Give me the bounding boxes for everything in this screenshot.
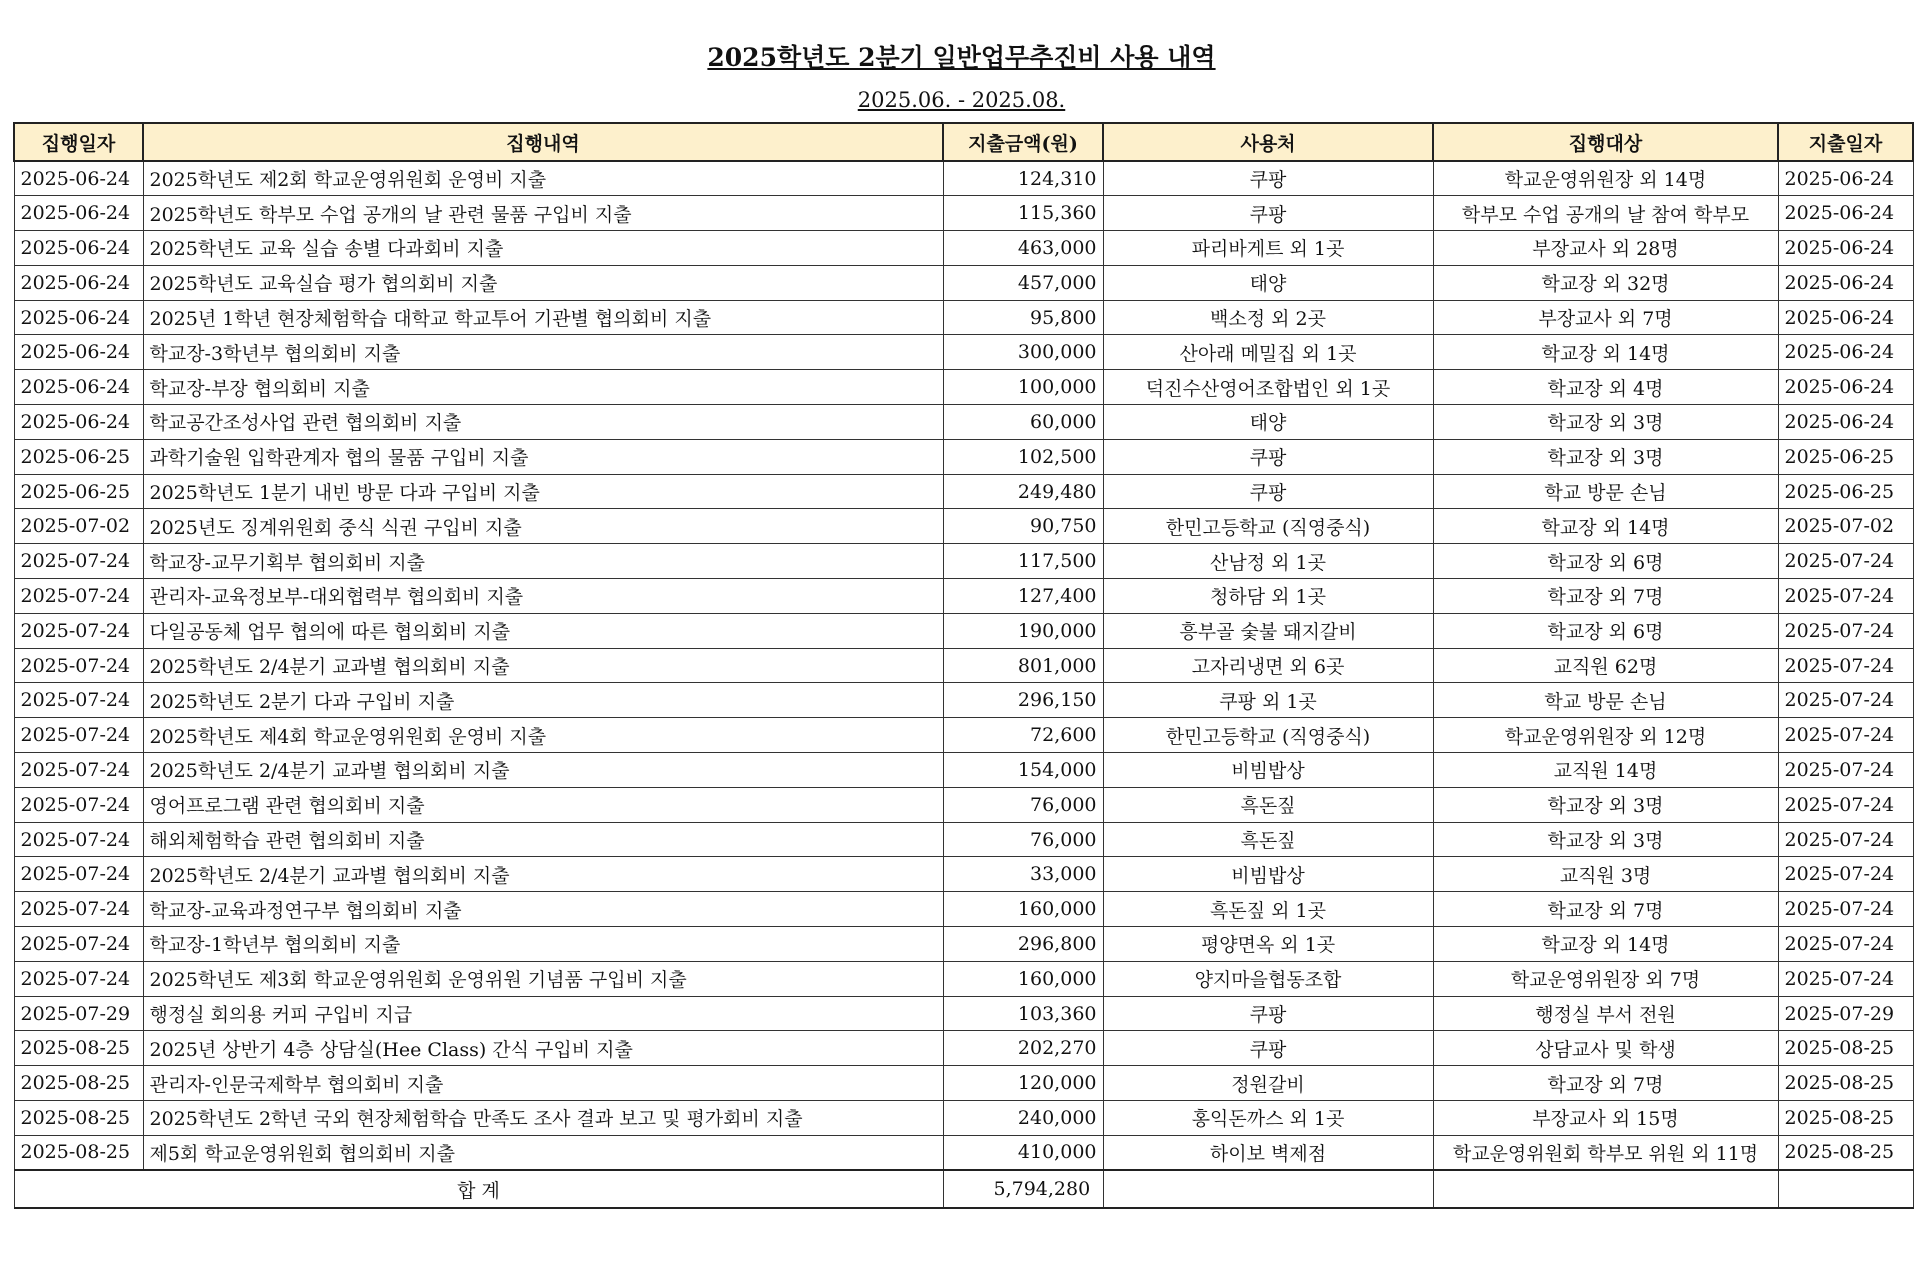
cell-amount: 60,000	[943, 405, 1103, 440]
cell-vendor: 쿠팡	[1103, 474, 1433, 509]
cell-pay-date: 2025-07-24	[1778, 822, 1913, 857]
cell-amount: 160,000	[943, 892, 1103, 927]
cell-amount: 202,270	[943, 1031, 1103, 1066]
table-row	[14, 544, 1913, 579]
cell-pay-date: 2025-07-24	[1778, 787, 1913, 822]
cell-pay-date: 2025-06-24	[1778, 335, 1913, 370]
table-row	[14, 927, 1913, 962]
cell-amount: 127,400	[943, 579, 1103, 614]
cell-vendor: 쿠팡	[1103, 1031, 1433, 1066]
cell-exec-date: 2025-06-24	[14, 335, 143, 370]
cell-description: 다일공동체 업무 협의에 따른 협의회비 지출	[143, 613, 943, 648]
cell-target: 학교운영위원장 외 12명	[1433, 718, 1778, 753]
cell-vendor: 태양	[1103, 265, 1433, 300]
cell-target: 교직원 62명	[1433, 648, 1778, 683]
table-row	[14, 335, 1913, 370]
cell-description: 2025학년도 2/4분기 교과별 협의회비 지출	[143, 648, 943, 683]
total-empty-cell	[1433, 1170, 1778, 1208]
cell-exec-date: 2025-06-25	[14, 474, 143, 509]
table-row	[14, 787, 1913, 822]
header-target: 집행대상	[1433, 123, 1778, 161]
cell-target: 학교장 외 7명	[1433, 1066, 1778, 1101]
cell-exec-date: 2025-06-24	[14, 300, 143, 335]
cell-target: 학교운영위원장 외 7명	[1433, 961, 1778, 996]
cell-pay-date: 2025-06-24	[1778, 300, 1913, 335]
cell-vendor: 흑돈짚 외 1곳	[1103, 892, 1433, 927]
cell-description: 2025학년도 학부모 수업 공개의 날 관련 물품 구입비 지출	[143, 196, 943, 231]
table-row	[14, 961, 1913, 996]
table-row	[14, 439, 1913, 474]
cell-description: 관리자-교육정보부-대외협력부 협의회비 지출	[143, 579, 943, 614]
cell-description: 학교장-교육과정연구부 협의회비 지출	[143, 892, 943, 927]
cell-vendor: 쿠팡 외 1곳	[1103, 683, 1433, 718]
cell-target: 학교장 외 14명	[1433, 927, 1778, 962]
cell-exec-date: 2025-06-24	[14, 161, 143, 196]
cell-pay-date: 2025-07-24	[1778, 857, 1913, 892]
cell-exec-date: 2025-08-25	[14, 1066, 143, 1101]
cell-target: 학교장 외 14명	[1433, 509, 1778, 544]
cell-description: 학교장-3학년부 협의회비 지출	[143, 335, 943, 370]
total-label: 합 계	[14, 1170, 943, 1208]
cell-target: 학교장 외 7명	[1433, 579, 1778, 614]
expense-table	[13, 122, 1914, 1209]
cell-exec-date: 2025-08-25	[14, 1135, 143, 1170]
cell-description: 2025학년도 교육실습 평가 협의회비 지출	[143, 265, 943, 300]
table-row	[14, 648, 1913, 683]
table-row	[14, 370, 1913, 405]
cell-description: 2025년 1학년 현장체험학습 대학교 학교투어 기관별 협의회비 지출	[143, 300, 943, 335]
cell-target: 학교장 외 3명	[1433, 439, 1778, 474]
table-row	[14, 1135, 1913, 1170]
cell-exec-date: 2025-07-24	[14, 718, 143, 753]
table-row	[14, 196, 1913, 231]
cell-amount: 33,000	[943, 857, 1103, 892]
cell-target: 학교장 외 3명	[1433, 787, 1778, 822]
cell-exec-date: 2025-07-02	[14, 509, 143, 544]
cell-amount: 124,310	[943, 161, 1103, 196]
cell-target: 상담교사 및 학생	[1433, 1031, 1778, 1066]
cell-description: 학교장-1학년부 협의회비 지출	[143, 927, 943, 962]
cell-amount: 115,360	[943, 196, 1103, 231]
cell-pay-date: 2025-06-24	[1778, 265, 1913, 300]
table-row	[14, 474, 1913, 509]
cell-vendor: 태양	[1103, 405, 1433, 440]
cell-exec-date: 2025-06-24	[14, 370, 143, 405]
table-row	[14, 822, 1913, 857]
cell-target: 학교장 외 6명	[1433, 613, 1778, 648]
cell-vendor: 덕진수산영어조합법인 외 1곳	[1103, 370, 1433, 405]
cell-pay-date: 2025-06-24	[1778, 196, 1913, 231]
cell-pay-date: 2025-07-29	[1778, 996, 1913, 1031]
cell-pay-date: 2025-06-25	[1778, 439, 1913, 474]
cell-vendor: 비빔밥상	[1103, 857, 1433, 892]
cell-amount: 117,500	[943, 544, 1103, 579]
cell-exec-date: 2025-07-24	[14, 961, 143, 996]
table-row	[14, 1101, 1913, 1136]
cell-description: 학교장-교무기획부 협의회비 지출	[143, 544, 943, 579]
cell-vendor: 산남정 외 1곳	[1103, 544, 1433, 579]
cell-amount: 801,000	[943, 648, 1103, 683]
cell-description: 영어프로그램 관련 협의회비 지출	[143, 787, 943, 822]
cell-pay-date: 2025-08-25	[1778, 1031, 1913, 1066]
cell-pay-date: 2025-06-24	[1778, 161, 1913, 196]
cell-target: 학교장 외 6명	[1433, 544, 1778, 579]
cell-pay-date: 2025-06-24	[1778, 231, 1913, 266]
cell-vendor: 쿠팡	[1103, 996, 1433, 1031]
cell-description: 2025학년도 2/4분기 교과별 협의회비 지출	[143, 753, 943, 788]
cell-vendor: 한민고등학교 (직영중식)	[1103, 718, 1433, 753]
cell-vendor: 쿠팡	[1103, 196, 1433, 231]
table-row	[14, 892, 1913, 927]
cell-amount: 190,000	[943, 613, 1103, 648]
cell-pay-date: 2025-07-24	[1778, 613, 1913, 648]
cell-description: 제5회 학교운영위원회 협의회비 지출	[143, 1135, 943, 1170]
table-row	[14, 1031, 1913, 1066]
total-amount: 5,794,280	[943, 1170, 1103, 1208]
table-row	[14, 718, 1913, 753]
cell-pay-date: 2025-07-24	[1778, 753, 1913, 788]
cell-exec-date: 2025-07-24	[14, 927, 143, 962]
cell-exec-date: 2025-07-24	[14, 613, 143, 648]
cell-target: 학교운영위원장 외 14명	[1433, 161, 1778, 196]
cell-vendor: 산아래 메밀집 외 1곳	[1103, 335, 1433, 370]
cell-target: 학교장 외 7명	[1433, 892, 1778, 927]
cell-pay-date: 2025-07-24	[1778, 892, 1913, 927]
cell-target: 학교 방문 손님	[1433, 474, 1778, 509]
cell-target: 학교장 외 32명	[1433, 265, 1778, 300]
cell-description: 2025학년도 제2회 학교운영위원회 운영비 지출	[143, 161, 943, 196]
cell-description: 2025학년도 2/4분기 교과별 협의회비 지출	[143, 857, 943, 892]
cell-exec-date: 2025-07-24	[14, 787, 143, 822]
total-row	[14, 1170, 1913, 1208]
cell-amount: 457,000	[943, 265, 1103, 300]
cell-vendor: 고자리냉면 외 6곳	[1103, 648, 1433, 683]
cell-vendor: 양지마을협동조합	[1103, 961, 1433, 996]
cell-description: 2025학년도 2분기 다과 구입비 지출	[143, 683, 943, 718]
cell-exec-date: 2025-07-24	[14, 544, 143, 579]
cell-amount: 90,750	[943, 509, 1103, 544]
cell-vendor: 홍익돈까스 외 1곳	[1103, 1101, 1433, 1136]
cell-description: 학교장-부장 협의회비 지출	[143, 370, 943, 405]
cell-target: 학교장 외 14명	[1433, 335, 1778, 370]
cell-target: 학교 방문 손님	[1433, 683, 1778, 718]
cell-amount: 296,150	[943, 683, 1103, 718]
cell-amount: 240,000	[943, 1101, 1103, 1136]
table-row	[14, 265, 1913, 300]
cell-pay-date: 2025-06-25	[1778, 474, 1913, 509]
cell-description: 2025년 상반기 4층 상담실(Hee Class) 간식 구입비 지출	[143, 1031, 943, 1066]
cell-vendor: 흥부골 숯불 돼지갈비	[1103, 613, 1433, 648]
cell-amount: 72,600	[943, 718, 1103, 753]
cell-description: 해외체험학습 관련 협의회비 지출	[143, 822, 943, 857]
cell-exec-date: 2025-08-25	[14, 1031, 143, 1066]
cell-target: 부장교사 외 7명	[1433, 300, 1778, 335]
table-row	[14, 857, 1913, 892]
cell-pay-date: 2025-07-24	[1778, 683, 1913, 718]
table-row	[14, 683, 1913, 718]
cell-description: 2025학년도 교육 실습 송별 다과회비 지출	[143, 231, 943, 266]
cell-amount: 300,000	[943, 335, 1103, 370]
cell-pay-date: 2025-06-24	[1778, 370, 1913, 405]
cell-description: 2025년도 징계위원회 중식 식권 구입비 지출	[143, 509, 943, 544]
cell-pay-date: 2025-07-24	[1778, 648, 1913, 683]
cell-exec-date: 2025-06-24	[14, 196, 143, 231]
header-exec-date: 집행일자	[14, 123, 143, 161]
cell-exec-date: 2025-07-24	[14, 822, 143, 857]
table-body	[14, 161, 1913, 1170]
cell-pay-date: 2025-07-24	[1778, 927, 1913, 962]
cell-exec-date: 2025-07-29	[14, 996, 143, 1031]
table-row	[14, 996, 1913, 1031]
header-amount: 지출금액(원)	[943, 123, 1103, 161]
cell-pay-date: 2025-07-02	[1778, 509, 1913, 544]
header-pay-date: 지출일자	[1778, 123, 1913, 161]
table-row	[14, 405, 1913, 440]
cell-exec-date: 2025-07-24	[14, 648, 143, 683]
period-range: 2025.06. - 2025.08.	[857, 88, 1066, 112]
table-row	[14, 1066, 1913, 1101]
header-description: 집행내역	[143, 123, 943, 161]
cell-target: 부장교사 외 28명	[1433, 231, 1778, 266]
cell-description: 2025학년도 제3회 학교운영위원회 운영위원 기념품 구입비 지출	[143, 961, 943, 996]
cell-exec-date: 2025-08-25	[14, 1101, 143, 1136]
cell-pay-date: 2025-08-25	[1778, 1135, 1913, 1170]
cell-vendor: 백소정 외 2곳	[1103, 300, 1433, 335]
cell-vendor: 파리바게트 외 1곳	[1103, 231, 1433, 266]
cell-amount: 410,000	[943, 1135, 1103, 1170]
cell-pay-date: 2025-07-24	[1778, 718, 1913, 753]
cell-amount: 463,000	[943, 231, 1103, 266]
cell-description: 2025학년도 2학년 국외 현장체험학습 만족도 조사 결과 보고 및 평가회비 지출	[143, 1101, 943, 1136]
table-header-row	[14, 123, 1913, 161]
cell-vendor: 흑돈짚	[1103, 822, 1433, 857]
cell-target: 교직원 14명	[1433, 753, 1778, 788]
cell-description: 과학기술원 입학관계자 협의 물품 구입비 지출	[143, 439, 943, 474]
table-row	[14, 161, 1913, 196]
cell-vendor: 한민고등학교 (직영중식)	[1103, 509, 1433, 544]
cell-description: 관리자-인문국제학부 협의회비 지출	[143, 1066, 943, 1101]
cell-pay-date: 2025-07-24	[1778, 544, 1913, 579]
cell-target: 학부모 수업 공개의 날 참여 학부모	[1433, 196, 1778, 231]
cell-vendor: 비빔밥상	[1103, 753, 1433, 788]
cell-vendor: 쿠팡	[1103, 439, 1433, 474]
cell-exec-date: 2025-07-24	[14, 857, 143, 892]
cell-amount: 103,360	[943, 996, 1103, 1031]
cell-vendor: 흑돈짚	[1103, 787, 1433, 822]
cell-target: 학교운영위원회 학부모 위원 외 11명	[1433, 1135, 1778, 1170]
table-row	[14, 509, 1913, 544]
cell-amount: 102,500	[943, 439, 1103, 474]
cell-amount: 95,800	[943, 300, 1103, 335]
cell-target: 부장교사 외 15명	[1433, 1101, 1778, 1136]
cell-exec-date: 2025-06-24	[14, 405, 143, 440]
document-title: 2025학년도 2분기 일반업무추진비 사용 내역	[707, 43, 1216, 72]
cell-target: 학교장 외 3명	[1433, 405, 1778, 440]
cell-vendor: 청하담 외 1곳	[1103, 579, 1433, 614]
cell-amount: 76,000	[943, 822, 1103, 857]
cell-pay-date: 2025-08-25	[1778, 1101, 1913, 1136]
cell-exec-date: 2025-07-24	[14, 683, 143, 718]
cell-target: 행정실 부서 전원	[1433, 996, 1778, 1031]
cell-vendor: 정원갈비	[1103, 1066, 1433, 1101]
cell-exec-date: 2025-07-24	[14, 579, 143, 614]
cell-pay-date: 2025-07-24	[1778, 579, 1913, 614]
cell-exec-date: 2025-07-24	[14, 753, 143, 788]
header-vendor: 사용처	[1103, 123, 1433, 161]
cell-amount: 120,000	[943, 1066, 1103, 1101]
cell-vendor: 평양면옥 외 1곳	[1103, 927, 1433, 962]
cell-exec-date: 2025-06-24	[14, 265, 143, 300]
total-empty-cell	[1103, 1170, 1433, 1208]
cell-amount: 154,000	[943, 753, 1103, 788]
cell-description: 학교공간조성사업 관련 협의회비 지출	[143, 405, 943, 440]
cell-amount: 100,000	[943, 370, 1103, 405]
cell-target: 학교장 외 4명	[1433, 370, 1778, 405]
table-row	[14, 613, 1913, 648]
cell-pay-date: 2025-06-24	[1778, 405, 1913, 440]
table-row	[14, 753, 1913, 788]
cell-target: 학교장 외 3명	[1433, 822, 1778, 857]
cell-exec-date: 2025-07-24	[14, 892, 143, 927]
cell-pay-date: 2025-08-25	[1778, 1066, 1913, 1101]
cell-exec-date: 2025-06-24	[14, 231, 143, 266]
cell-description: 2025학년도 제4회 학교운영위원회 운영비 지출	[143, 718, 943, 753]
cell-exec-date: 2025-06-25	[14, 439, 143, 474]
cell-vendor: 쿠팡	[1103, 161, 1433, 196]
cell-amount: 296,800	[943, 927, 1103, 962]
cell-description: 행정실 회의용 커피 구입비 지급	[143, 996, 943, 1031]
cell-pay-date: 2025-07-24	[1778, 961, 1913, 996]
table-row	[14, 579, 1913, 614]
cell-amount: 249,480	[943, 474, 1103, 509]
table-row	[14, 231, 1913, 266]
cell-description: 2025학년도 1분기 내빈 방문 다과 구입비 지출	[143, 474, 943, 509]
cell-vendor: 하이보 벽제점	[1103, 1135, 1433, 1170]
cell-target: 교직원 3명	[1433, 857, 1778, 892]
cell-amount: 76,000	[943, 787, 1103, 822]
table-row	[14, 300, 1913, 335]
total-empty-cell	[1778, 1170, 1913, 1208]
cell-amount: 160,000	[943, 961, 1103, 996]
